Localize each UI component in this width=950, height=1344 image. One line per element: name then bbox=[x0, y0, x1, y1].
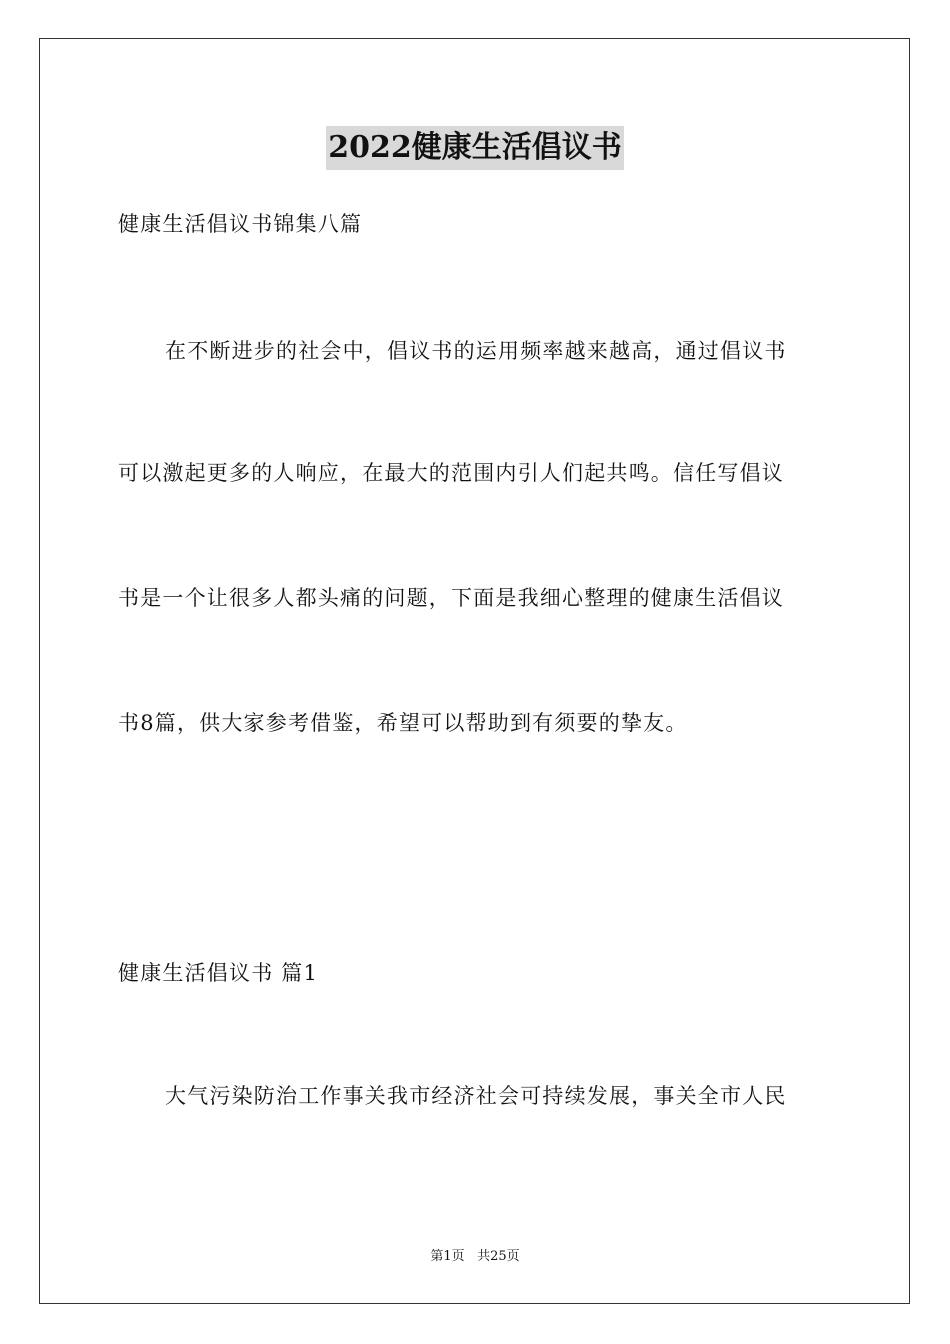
document-title: 2022健康生活倡议书 bbox=[326, 126, 624, 170]
paragraph-line: 书是一个让很多人都头痛的问题，下面是我细心整理的健康生活倡议 bbox=[118, 586, 784, 610]
paragraph-line: 可以激起更多的人响应，在最大的范围内引人们起共鸣。信任写倡议 bbox=[118, 461, 784, 485]
paragraph-line: 书8篇，供大家参考借鉴，希望可以帮助到有须要的挚友。 bbox=[118, 711, 688, 735]
title-container bbox=[0, 126, 950, 170]
page-footer bbox=[0, 1248, 950, 1266]
document-subtitle: 健康生活倡议书锦集八篇 bbox=[118, 212, 363, 236]
section-heading: 健康生活倡议书 篇1 bbox=[118, 961, 319, 985]
page-number: 第1页 bbox=[430, 1249, 465, 1264]
paragraph-line: 在不断进步的社会中，倡议书的运用频率越来越高，通过倡议书 bbox=[165, 339, 787, 363]
page-total: 共25页 bbox=[477, 1249, 520, 1264]
paragraph-line: 大气污染防治工作事关我市经济社会可持续发展，事关全市人民 bbox=[165, 1084, 787, 1108]
